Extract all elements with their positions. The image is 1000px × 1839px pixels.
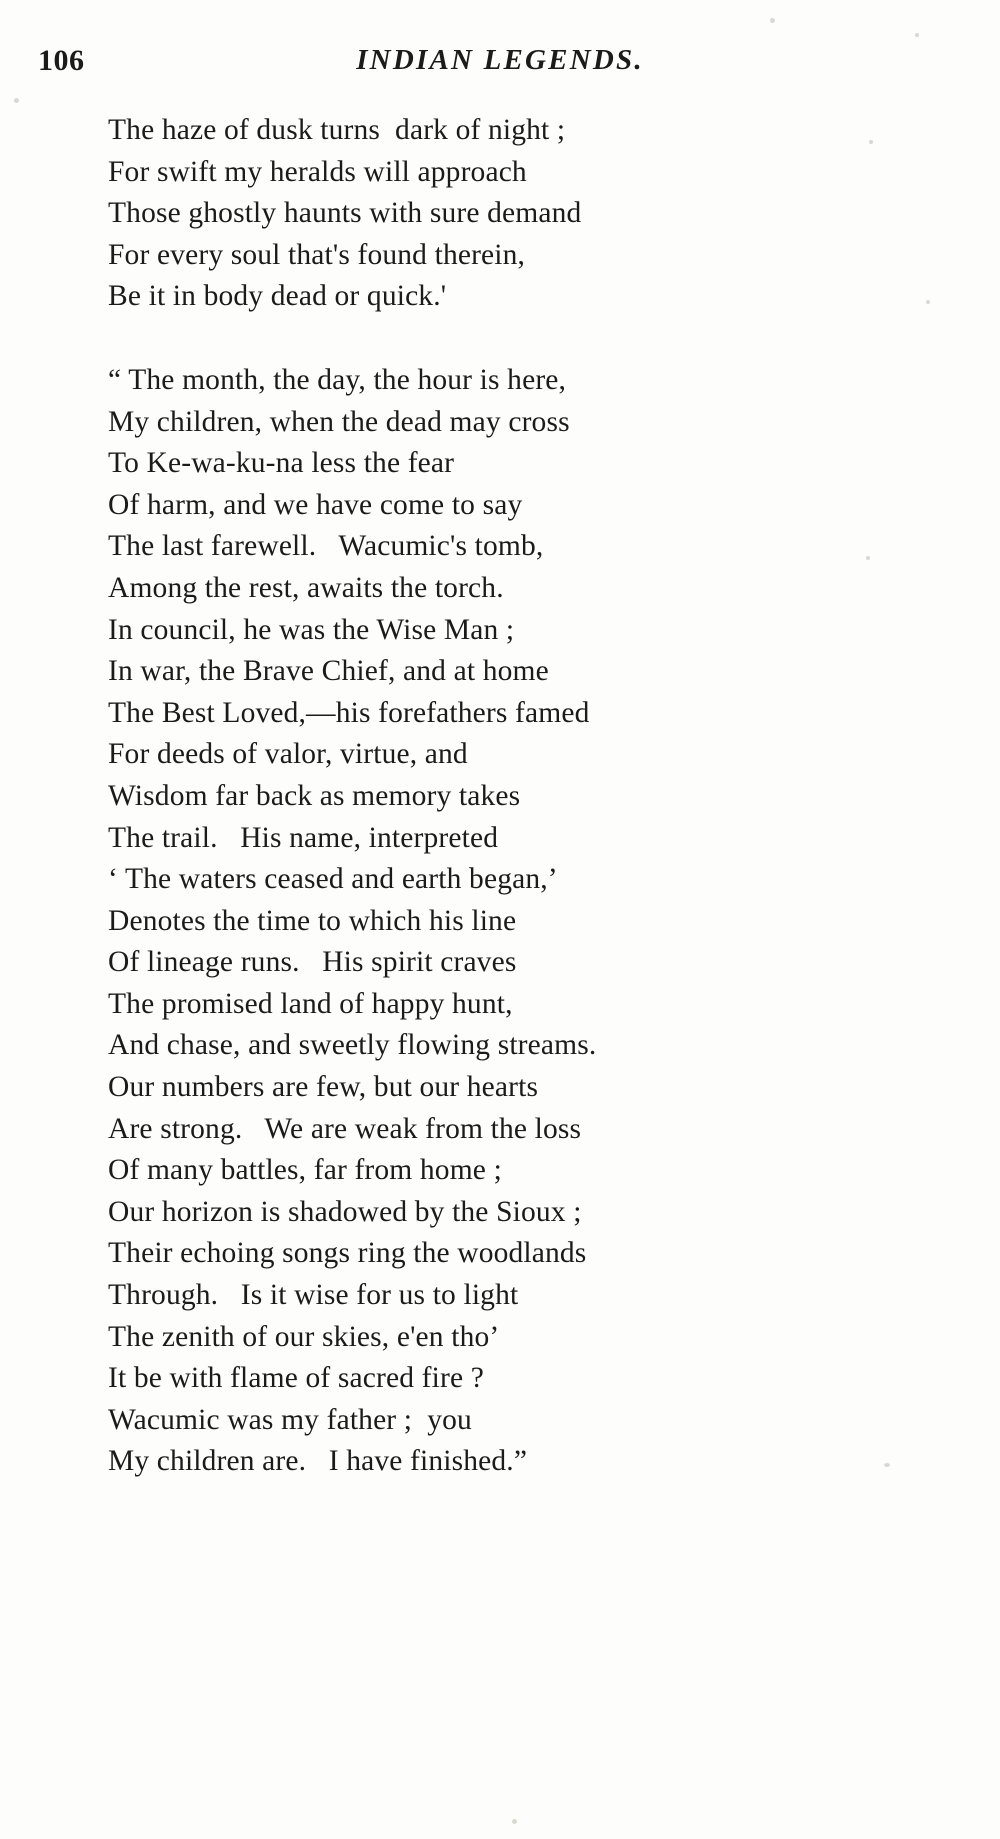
poem-line: For deeds of valor, virtue, and	[108, 738, 468, 771]
paper-speck	[884, 1463, 890, 1467]
poem-line: “ The month, the day, the hour is here,	[108, 363, 567, 396]
poem-line: Wacumic was my father ; you	[108, 1403, 472, 1436]
paper-speck	[926, 300, 930, 304]
poem-line: In council, he was the Wise Man ;	[108, 613, 515, 646]
poem-line: In war, the Brave Chief, and at home	[108, 655, 549, 688]
poem-line: And chase, and sweetly flowing streams.	[108, 1029, 597, 1062]
paper-speck	[14, 98, 19, 103]
running-head	[0, 44, 1000, 84]
paper-speck	[512, 1819, 517, 1824]
poem-line: Of harm, and we have come to say	[108, 488, 523, 521]
poem-line: Our numbers are few, but our hearts	[108, 1071, 539, 1104]
poem-line: To Ke-wa-ku-na less the fear	[108, 447, 455, 480]
poem-line: Denotes the time to which his line	[108, 904, 517, 937]
poem-line: Their echoing songs ring the woodlands	[108, 1237, 587, 1270]
stanza	[108, 110, 868, 318]
poem-line: It be with flame of sacred fire ?	[108, 1362, 484, 1395]
poem-line: The promised land of happy hunt,	[108, 987, 513, 1020]
poem-line: For every soul that's found therein,	[108, 238, 526, 271]
poem-line: Those ghostly haunts with sure demand	[108, 197, 582, 230]
poem-line: ‘ The waters ceased and earth began,’	[108, 863, 558, 896]
poem-line: The haze of dusk turns dark of night ;	[108, 114, 566, 146]
poem-line: Are strong. We are weak from the loss	[108, 1112, 582, 1145]
paper-speck	[915, 33, 919, 37]
poem-line: Our horizon is shadowed by the Sioux ;	[108, 1195, 582, 1228]
poem-line: The Best Loved,—his forefathers famed	[108, 696, 590, 729]
paper-speck	[770, 18, 775, 23]
poem-line: My children are. I have finished.”	[108, 1445, 528, 1478]
paper-speck	[866, 556, 870, 560]
poem-body	[108, 110, 868, 1483]
poem-line: The trail. His name, interpreted	[108, 821, 499, 854]
running-title: INDIAN LEGENDS.	[356, 44, 644, 76]
poem-line: Through. Is it wise for us to light	[108, 1279, 519, 1312]
poem-line: Be it in body dead or quick.'	[108, 280, 447, 313]
poem-line: Of lineage runs. His spirit craves	[108, 946, 517, 979]
poem-line: Wisdom far back as memory takes	[108, 779, 521, 812]
poem-line: For swift my heralds will approach	[108, 155, 527, 188]
stanza	[108, 360, 868, 1483]
poem-line: My children, when the dead may cross	[108, 405, 570, 438]
poem-line: The last farewell. Wacumic's tomb,	[108, 530, 544, 563]
poem-line: Of many battles, far from home ;	[108, 1154, 502, 1187]
poem-line: Among the rest, awaits the torch.	[108, 571, 504, 604]
paper-speck	[869, 140, 873, 144]
poem-line: The zenith of our skies, e'en tho’	[108, 1320, 500, 1353]
page-number: 106	[38, 44, 85, 77]
